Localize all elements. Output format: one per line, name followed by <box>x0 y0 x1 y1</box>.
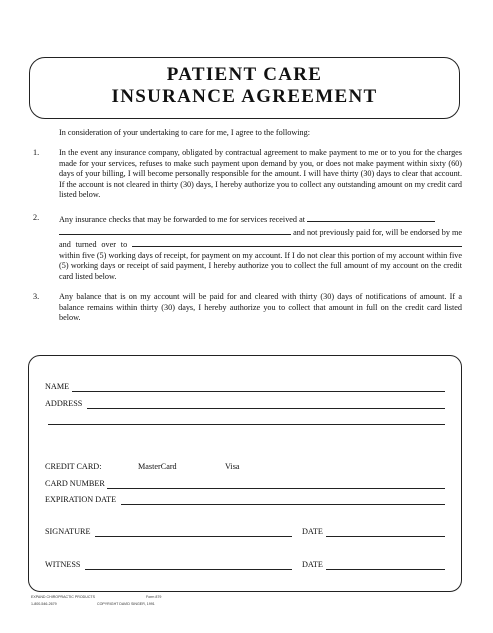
item-1-paragraph: In the event any insurance company, obligated by contractual agreement to make payment to me or to you for the charges made for your services, refuses to make such payment upon demand by you, or does not make payment within sixty (60) days of your billing, I will become personally responsible for the amount. I will have thirty (30) days to clear that account. If the account is not cleared in thirty (30) days, I hereby authorize you to collect any outstanding amount on my credit card listed below. <box>59 148 462 200</box>
mastercard-option[interactable]: MasterCard <box>138 462 177 471</box>
witness-date-label: DATE <box>302 560 323 569</box>
item-1-number: 1. <box>33 148 40 157</box>
witness-date-field[interactable] <box>326 569 445 570</box>
footer-phone: 1-800-546-2679 <box>31 602 57 606</box>
item-2-number: 2. <box>33 213 40 222</box>
signature-field[interactable] <box>95 536 292 537</box>
item-2-part-2: and not previously paid for, will be endorsed by me and turned over to <box>59 227 463 250</box>
signature-date-field[interactable] <box>326 536 445 537</box>
item-3-paragraph: Any balance that is on my account will be paid for and cleared with thirty (30) days of notifications of amount. If a balance remains within thirty (30) days, I hereby authorize you to collect that amount in full on the credit card listed below. <box>59 292 462 323</box>
item-1-text <box>59 148 462 201</box>
facility-blank-continued[interactable] <box>59 226 291 235</box>
title-line-1: PATIENT CARE <box>166 64 323 85</box>
name-field[interactable] <box>72 391 445 392</box>
witness-field[interactable] <box>85 569 292 570</box>
expiration-field[interactable] <box>121 504 445 505</box>
name-label: NAME <box>45 382 70 391</box>
card-number-field[interactable] <box>107 488 445 489</box>
credit-card-label: CREDIT CARD: <box>45 462 102 471</box>
address-field-line-2[interactable] <box>48 424 445 425</box>
signature-date-label: DATE <box>302 527 323 536</box>
address-field[interactable] <box>87 408 445 409</box>
item-2-part-1: Any insurance checks that may be forwarded to me for services received at <box>59 215 305 224</box>
expiration-label: EXPIRATION DATE <box>45 495 117 504</box>
item-3-number: 3. <box>33 292 40 301</box>
witness-label: WITNESS <box>45 560 81 569</box>
facility-blank[interactable] <box>307 213 435 222</box>
item-3-text <box>59 292 462 324</box>
intro-text: In consideration of your undertaking to care for me, I agree to the following: <box>59 128 310 137</box>
item-2-part-3: within five (5) working days of receipt, for payment on my account. If I do not clear this portion of my account within five (5) working days or receipt of said payment, I hereby authorize you to collect the full amount of my account on the credit card listed below. <box>59 250 462 281</box>
title-box <box>29 57 460 119</box>
footer-company: EXPAND CHIROPRACTIC PRODUCTS <box>31 595 96 599</box>
card-number-label: CARD NUMBER <box>45 479 105 488</box>
item-2-text <box>59 213 462 283</box>
title-line-2: INSURANCE AGREEMENT <box>111 86 378 107</box>
footer-form-number: Form 879 <box>146 595 162 599</box>
address-label: ADDRESS <box>45 399 83 408</box>
payee-blank[interactable] <box>132 238 462 247</box>
footer-copyright: COPYRIGHT DAVID SINGER, 1991 <box>97 602 155 606</box>
visa-option[interactable]: Visa <box>225 462 240 471</box>
signature-label: SIGNATURE <box>45 527 91 536</box>
